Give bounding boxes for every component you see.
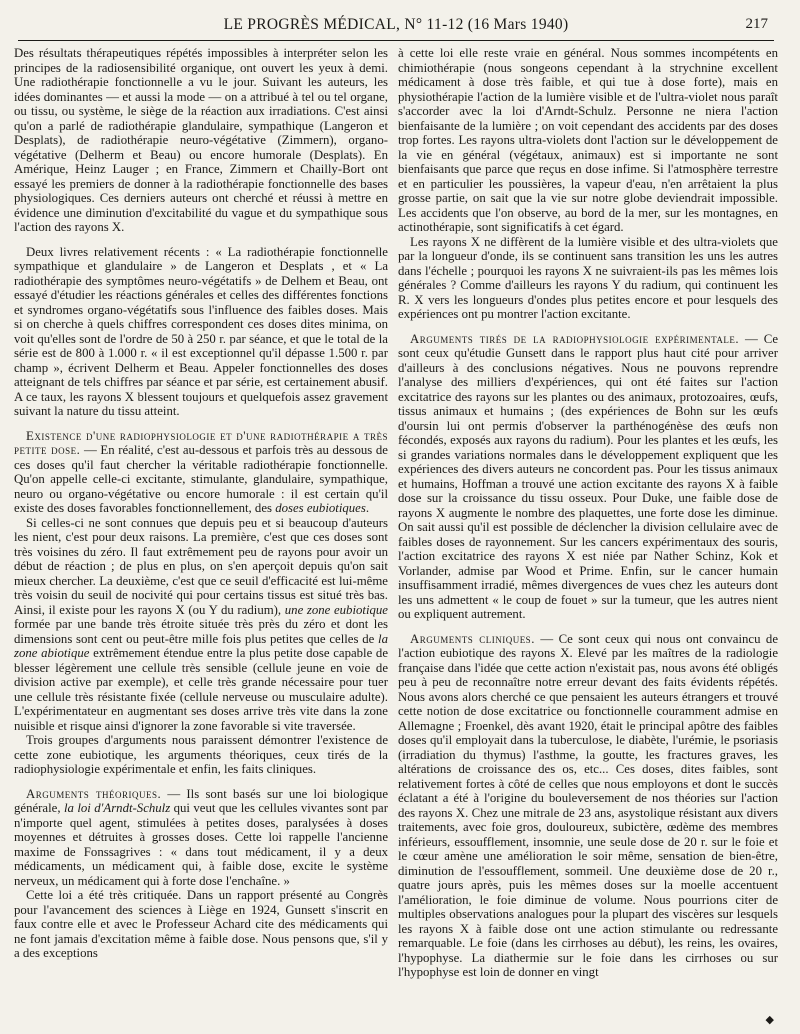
emphasis: la loi d'Arndt-Schulz <box>63 801 171 815</box>
section-heading: Arguments cliniques. <box>410 631 535 646</box>
emphasis: la zone abiotique <box>14 631 388 660</box>
end-ornament: ◆ <box>765 1014 774 1026</box>
emphasis: une zone eubiotique <box>284 602 388 617</box>
section-heading: Arguments tirés de la radiophysiologie expérimentale. <box>410 331 740 346</box>
page-number: 217 <box>745 16 768 32</box>
paragraph: Trois groupes d'arguments nous paraissent démontrer l'existence de cette zone eubiotique, les arguments théoriques, ceux tirés de la radiophysiologie expérimentale et enfin, les faits cliniques. <box>14 733 388 776</box>
paragraph: Existence d'une radiophysiologie et d'une radiothérapie a très petite dose. — En réalité, c'est au-dessous et parfois très au dessous de ces doses qu'il faut chercher la véritable radiothérapie fonctionnelle. Qu'on appelle celle-ci excitante, stimulante, glandulaire, sympathique, neuro ou organo-végétative ou encore humorale : il est certain qu'il existe des doses favorables fonctionnellement, des doses eubiotiques. <box>14 428 388 515</box>
paragraph: Les rayons X ne diffèrent de la lumière visible et des ultra-violets que par la longueur d'onde, ils se continuent sans transition les uns les autres dans l'échelle ; pourquoi les rayons X ne suivraient-ils pas les mêmes lois générales ? Comme d'ailleurs les rayons Y du radium, qui continuent les R. X vers les longueurs d'ondes plus petites encore et pour lesquels des expériences ont pu montrer l'action excitante. <box>398 234 778 321</box>
left-column <box>14 46 388 980</box>
section-heading: Existence d'une radiophysiologie et d'une radiothérapie a très petite dose. <box>14 428 388 457</box>
paragraph: Si celles-ci ne sont connues que depuis peu et si beaucoup d'auteurs les nient, c'est pour deux raisons. La première, c'est que ces doses sont très voisines du zéro. Il faut extrêmement peu de rayons pour avoir un début de réaction ; de plus en plus, on s'en aperçoit depuis qu'on sait mieux chercher. La deuxième, c'est que ce seuil d'efficacité est lui-même très voisin du seuil de nocivité qui pour certains tissus est situé très bas. Ainsi, il existe pour les rayons X (ou Y du radium), une zone eubiotique formée par une bande très étroite située très près du zéro et dont les dimensions sont cent ou peut-être mille fois plus petites que celles de la zone abiotique extrêmement étendue entre la plus petite dose capable de blesser légèrement une cellule très sensible (cellule jeune en voie de division active par exemple), et celle très grande nécessaire pour tuer une cellule très résistante fixée (cellule nerveuse ou musculaire adulte). L'expérimentateur en augmentant ses doses arrive très vite dans la zone nuisible et risque ainsi d'ignorer la zone favorable si vite traversée. <box>14 515 389 733</box>
text-columns <box>14 46 778 980</box>
page-header <box>18 0 774 41</box>
paragraph: Arguments cliniques. — Ce sont ceux qui nous ont convaincu de l'action eubiotique des rayons X. Elevé par les maîtres de la radiologie française dans l'idée que cette action n'existait pas, nous avons été obligés peu à peu de reconnaître notre erreur devant des faits évidents répétés. Nous avons alors cherché ce que pensaient les auteurs étrangers et trouvé cette notion de dose excitatrice ou fonctionnelle couramment admise en Allemagne ; Froenkel, dès avant 1920, était le principal apôtre des faibles doses qu'il employait dans la tuberculose, le diabète, l'urémie, le psoriasis (irradiation du thymus) l'asthme, la goutte, les fractures graves, les altérations de croissance des os, etc... Ces doses, dites faibles, sont relativement fortes à côté de celles que nous employons et dont le succès éclatant a été à l'origine du bouleversement de nos théories sur l'action des rayons X. Chez une mitrale de 23 ans, asystolique résistant aux divers traitements, avec foie gros, douloureux, subictère, œdème des membres inférieurs, essoufflement, insomnie, une seule dose de 20 r. sur le foie et le cœur amène une amélioration le soir même, sensation de bien-être, diminution de l'essoufflement, sommeil. Une deuxième dose de 20 r., quatre jours après, puis les mêmes doses sur la moelle accentuent l'amélioration, le foie diminue de volume. Nous pourrions citer de multiples observations analogues pour la plupart des viscères sur lesquels les rayons X à faible dose ont une action stimulante ou redressante remarquable. Le foie (dans les cirrhoses au début), les reins, les ovaires, l'hypophyse. La diathermie sur le foie dans les cirrhoses ou sur l'hypophyse est loin de donner en vingt <box>398 631 779 979</box>
running-title: LE PROGRÈS MÉDICAL, N° 11-12 (16 Mars 1940) <box>223 16 569 33</box>
emphasis: doses eubiotiques <box>275 501 366 515</box>
paragraph: Cette loi a été très critiquée. Dans un rapport présenté au Congrès pour l'avancement des sciences à Liège en 1924, Gunsett s'inscrit en faux contre elle et avec le Professeur Achard cite des médicaments qui ne font jamais d'excitation même à faible dose. Nous pensons que, s'il y a des exceptions <box>14 888 388 960</box>
section-heading: Arguments théoriques. <box>26 786 162 801</box>
paragraph: Des résultats thérapeutiques répétés impossibles à interpréter selon les principes de la radiosensibilité organique, ont ouvert les yeux à demi. Une radiothérapie fonctionnelle a vu le jour. Suivant les auteurs, les idées dominantes — et aussi la mode — on a attribué à tel ou tel organe, ou tissu, ou système, le siège de la réaction aux irradiations. C'est ainsi qu'on a parlé de radiothérapie glandulaire, sympathique (Langeron et Desplats), de radiothérapie neuro-végétative (Zimmern), organo-végétative (Delherm et Beau) ou encore humorale (Desplats). En Amérique, Heinz Lauger ; en France, Zimmern et Chailly-Bort ont essayé les premiers de donner à la radiothérapie fonctionnelle des bases physiologiques. Ces derniers auteurs ont cherché et réussi à mettre en évidence une diminution d'excitabilité du vague et du sympathique sous l'action des rayons X. <box>14 46 388 234</box>
right-column <box>398 46 778 980</box>
paragraph: Arguments théoriques. — Ils sont basés sur une loi biologique générale, la loi d'Arndt-Schulz qui veut que les cellules vivantes sont par n'importe quel agent, stimulées à petites doses, paralysées à doses moyennes et détruites à grosses doses. Cette loi rappelle l'ancienne maxime de Fonssagrives : « dans tout médicament, il y a deux médicaments, un médicament qui, à faible dose, excite le système nerveux, un médicament qui à forte dose l'enchaîne. » <box>14 786 388 888</box>
paragraph: Arguments tirés de la radiophysiologie expérimentale. — Ce sont ceux qu'étudie Gunsett dans le rapport plus haut cité pour arriver d'ailleurs à des conclusions négatives. Nous ne pouvons reprendre l'analyse des milliers d'expériences, qui ont été faites sur l'action excitatrice des rayons sur les plantes ou des animaux, protozoaires, œufs, tissus animaux et humains ; (des expériences de Bohn sur les œufs d'oursin lui ont permis d'observer la parthénogénèse des œufs non fécondés, exposés aux rayons du radium). Pour les plantes et les œufs, les si grandes variations normales dans le développement expliquent que les expériences des divers auteurs ne concordent pas. Pour les tissus animaux et humains, Hoffman a trouvé une action excitante des rayons X à faible dose sur la croissance du tissu osseux. Pour Duke, une faible dose de rayons X augmente le nombre des plaquettes, une forte dose les diminue. On sait aussi qu'il est possible de déclencher la division cellulaire avec de faibles doses de rayonnement. Sur les cancers expérimentaux des souris, l'action excitatrice des rayons X est niée par Nather Schinz, Kok et Vorlander, admise par Wood et Prime. Enfin, sur le cancer humain insuffisamment irradié, mêmes divergences de vues chez les auteurs dont les uns admettent « le coup de fouet » sur la tumeur, que les autres nient ou expliquent autrement. <box>398 331 778 621</box>
paragraph: à cette loi elle reste vraie en général. Nous sommes incompétents en chimiothérapie (nous songeons cependant à la strychnine excellent médicament à dose très faible, et qui tue à dose forte), mais en physiothérapie l'action de la lumière visible et de l'ultra-violet nous paraît s'accorder avec la loi d'Arndt-Schulz. Personne ne niera l'action bienfaisante de la lumière ; on voit cependant des accidents par des doses trop fortes. Les rayons ultra-violets dont l'action sur le développement de la vie en général (végétaux, animaux) est si importante ne sont bienfaisants que parce que reçus en dose infime. Si l'atmosphère terrestre et en particulier les poussières, la vapeur d'eau, n'en arrêtaient la plus grosse partie, on sait que la vie sur notre globe deviendrait impossible. Les accidents que l'on observe, au bord de la mer, sur les montagnes, en actinothérapie, sont significatifs à cet égard. <box>398 46 778 234</box>
paragraph: Deux livres relativement récents : « La radiothérapie fonctionnelle sympathique et glandulaire » de Langeron et Desplats , et « La radiothérapie des symptômes neuro-végétatifs » de Delhem et Beau, ont essayé d'étudier les réactions générales et celles des différentes fonctions et syndromes organo-végétatifs sous l'influence des faibles doses. Mais si on cherche à quels chiffres correspondent ces doses dites minima, on voit qu'elles sont de l'ordre de 50 à 250 r. par séance, et que le total de la série est de 800 à 1.000 r. « il est exceptionnel qu'il dépasse 1.500 r. par champ », écrivent Delherm et Beau. Appeler fonctionnelles des doses atteignant de tels chiffres par séance et par série, est certainement abusif. A ce taux, les rayons X blessent toujours et quelquefois assez gravement suivant la nature du tissu atteint. <box>14 244 388 418</box>
